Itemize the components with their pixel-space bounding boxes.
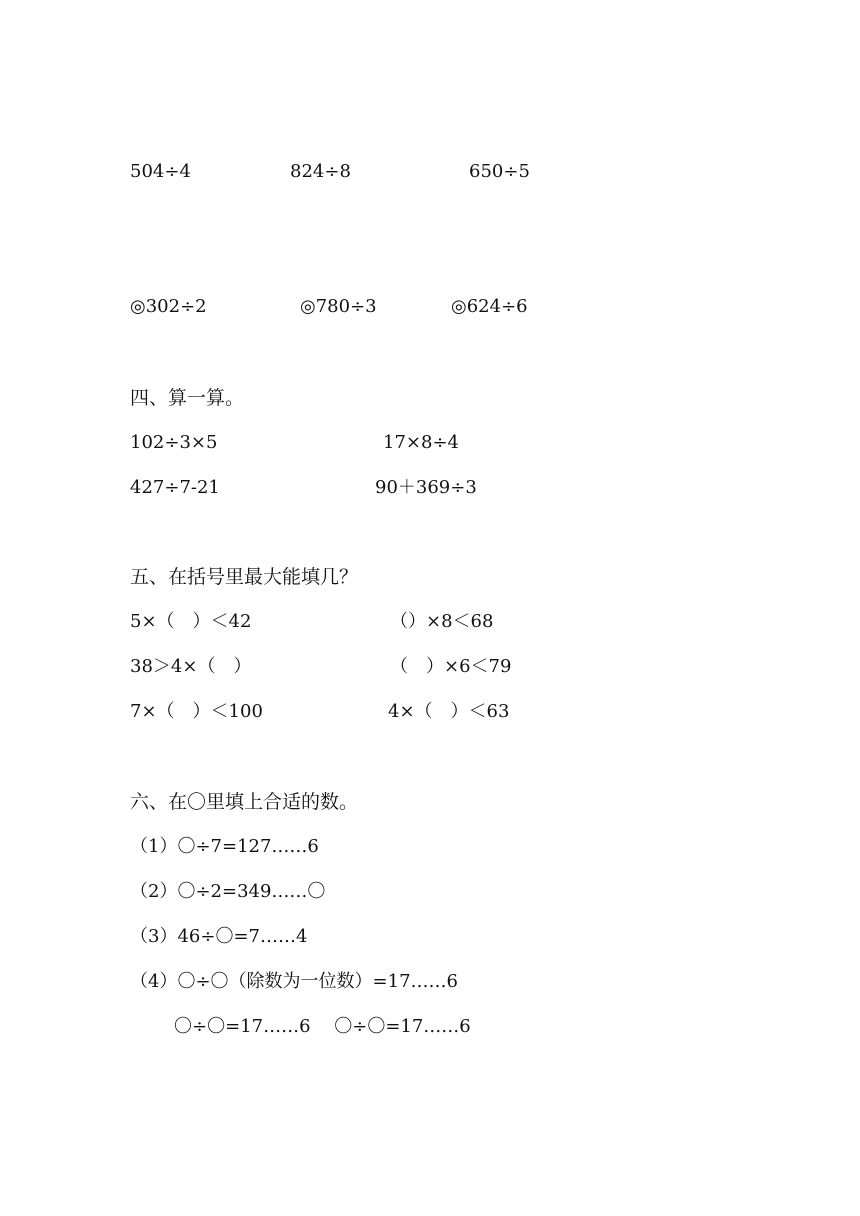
section4-title: 四、算一算。 [130,387,245,409]
section5-item-3: 38＞4×（ ） [130,656,252,677]
section6-item-2: （2）〇÷2=349……〇 [130,881,326,902]
row1-item-3: 650÷5 [469,161,530,182]
section4-item-2: 17×8÷4 [383,432,459,453]
section5-title: 五、在括号里最大能填几？ [130,566,359,588]
section5-item-1: 5×（ ）＜42 [130,611,252,632]
section4-item-4: 90＋369÷3 [375,477,477,498]
section6-item-1: （1）〇÷7=127……6 [130,836,319,857]
row1-item-1: 504÷4 [130,161,191,182]
section6-item-5: 〇÷〇=17……6 〇÷〇=17……6 [174,1016,471,1037]
section4-item-1: 102÷3×5 [130,432,218,453]
section5-item-6: 4×（ ）＜63 [388,701,510,722]
row2-item-3: ◎624÷6 [451,296,528,317]
section6-title: 六、在〇里填上合适的数。 [130,791,359,813]
row2-item-2: ◎780÷3 [300,296,377,317]
row2-item-1: ◎302÷2 [130,296,207,317]
section5-item-5: 7×（ ）＜100 [130,701,263,722]
section6-item-3: （3）46÷〇=7……4 [130,926,308,947]
section6-item-4: （4）〇÷〇（除数为一位数）=17……6 [130,971,458,992]
row1-item-2: 824÷8 [290,161,351,182]
section5-item-2: （）×8＜68 [390,611,494,632]
section5-item-4: （ ）×6＜79 [390,656,512,677]
section4-item-3: 427÷7-21 [130,477,220,498]
